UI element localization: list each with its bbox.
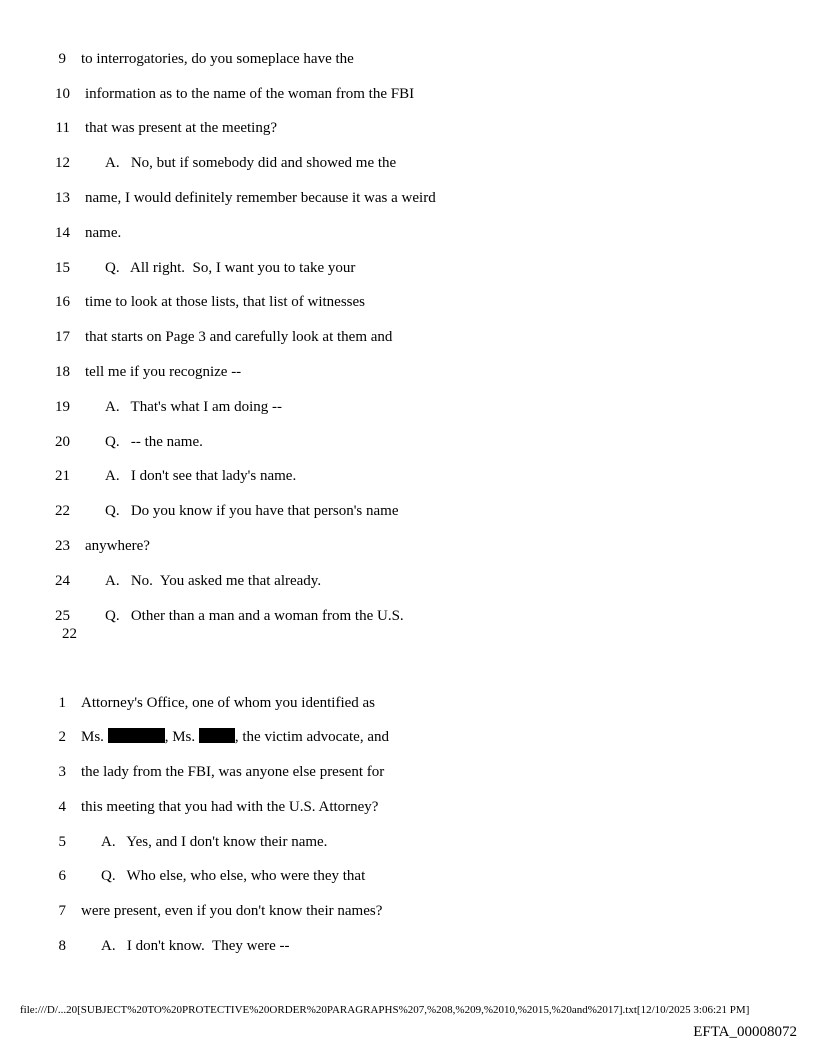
transcript-line xyxy=(0,832,816,852)
line-number: 18 xyxy=(55,364,70,380)
line-text: Q. Do you know if you have that person's name xyxy=(105,503,399,519)
line-text: A. Yes, and I don't know their name. xyxy=(101,834,328,850)
transcript-line xyxy=(0,606,816,626)
line-text: this meeting that you had with the U.S. Attorney? xyxy=(81,799,379,815)
transcript-line xyxy=(0,84,816,104)
line-text: A. I don't know. They were -- xyxy=(101,938,290,954)
transcript-line xyxy=(0,258,816,278)
line-number: 13 xyxy=(55,190,70,206)
line-text-part: , Ms. xyxy=(164,729,199,745)
line-number: 24 xyxy=(55,573,70,589)
transcript-line xyxy=(0,188,816,208)
line-number: 20 xyxy=(55,434,70,450)
page-number: 22 xyxy=(62,626,77,642)
line-number: 4 xyxy=(58,799,66,815)
line-text: A. No, but if somebody did and showed me the xyxy=(105,155,397,171)
line-number: 9 xyxy=(58,51,66,67)
line-number: 23 xyxy=(55,538,70,554)
line-text: Q. All right. So, I want you to take your xyxy=(105,260,356,276)
line-text: to interrogatories, do you someplace have the xyxy=(81,51,354,67)
line-number: 10 xyxy=(55,86,70,102)
transcript-line xyxy=(0,501,816,521)
line-text: Q. -- the name. xyxy=(105,434,203,450)
line-text: the lady from the FBI, was anyone else present for xyxy=(81,764,385,780)
transcript-line xyxy=(0,936,816,956)
line-number: 2 xyxy=(58,729,66,745)
transcript-line xyxy=(0,292,816,312)
transcript-line xyxy=(0,432,816,452)
transcript-line xyxy=(0,901,816,921)
transcript-line xyxy=(0,727,816,747)
transcript-line xyxy=(0,693,816,713)
line-text: name, I would definitely remember because it was a weird xyxy=(85,190,436,206)
transcript-line xyxy=(0,49,816,69)
line-text: that was present at the meeting? xyxy=(85,120,278,136)
transcript-line xyxy=(0,223,816,243)
line-number: 25 xyxy=(55,608,70,624)
document-id: EFTA_00008072 xyxy=(693,1024,797,1040)
line-text: anywhere? xyxy=(85,538,150,554)
footer-file-path: file:///D/...20[SUBJECT%20TO%20PROTECTIVE%20ORDER%20PARAGRAPHS%207,%208,%209,%2010,%2015,%20and%2017].txt[12/10/2025 3:06:21 PM] xyxy=(20,1004,750,1016)
line-number: 16 xyxy=(55,294,70,310)
line-number: 6 xyxy=(58,868,66,884)
line-text: information as to the name of the woman from the FBI xyxy=(85,86,415,102)
transcript-line xyxy=(0,397,816,417)
transcript-line xyxy=(0,153,816,173)
transcript-line xyxy=(0,118,816,138)
redaction-block xyxy=(108,728,165,743)
line-text-part: Ms. xyxy=(81,729,108,745)
line-number: 1 xyxy=(58,695,66,711)
line-text: Q. Other than a man and a woman from the U.S. xyxy=(105,608,404,624)
line-text: Q. Who else, who else, who were they that xyxy=(101,868,366,884)
transcript-line xyxy=(0,536,816,556)
line-number: 21 xyxy=(55,468,70,484)
transcript-line xyxy=(0,362,816,382)
line-number: 7 xyxy=(58,903,66,919)
line-number: 14 xyxy=(55,225,70,241)
line-text-part: , the victim advocate, and xyxy=(234,729,389,745)
line-text: A. That's what I am doing -- xyxy=(105,399,282,415)
line-number: 5 xyxy=(58,834,66,850)
line-number: 17 xyxy=(55,329,70,345)
line-number: 12 xyxy=(55,155,70,171)
line-number: 3 xyxy=(58,764,66,780)
line-text: that starts on Page 3 and carefully look at them and xyxy=(85,329,393,345)
line-text: were present, even if you don't know their names? xyxy=(81,903,383,919)
transcript-line xyxy=(0,571,816,591)
line-number: 19 xyxy=(55,399,70,415)
line-text: tell me if you recognize -- xyxy=(85,364,242,380)
transcript-line xyxy=(0,327,816,347)
line-text: time to look at those lists, that list of witnesses xyxy=(85,294,365,310)
line-number: 15 xyxy=(55,260,70,276)
line-text: name. xyxy=(85,225,122,241)
transcript-line xyxy=(0,762,816,782)
line-text: A. I don't see that lady's name. xyxy=(105,468,297,484)
line-number: 22 xyxy=(55,503,70,519)
redaction-block xyxy=(199,728,235,743)
line-number: 8 xyxy=(58,938,66,954)
transcript-line xyxy=(0,466,816,486)
line-text xyxy=(81,727,389,747)
line-number: 11 xyxy=(55,120,70,136)
line-text: Attorney's Office, one of whom you identified as xyxy=(81,695,376,711)
line-text: A. No. You asked me that already. xyxy=(105,573,322,589)
transcript-line xyxy=(0,797,816,817)
transcript-line xyxy=(0,866,816,886)
